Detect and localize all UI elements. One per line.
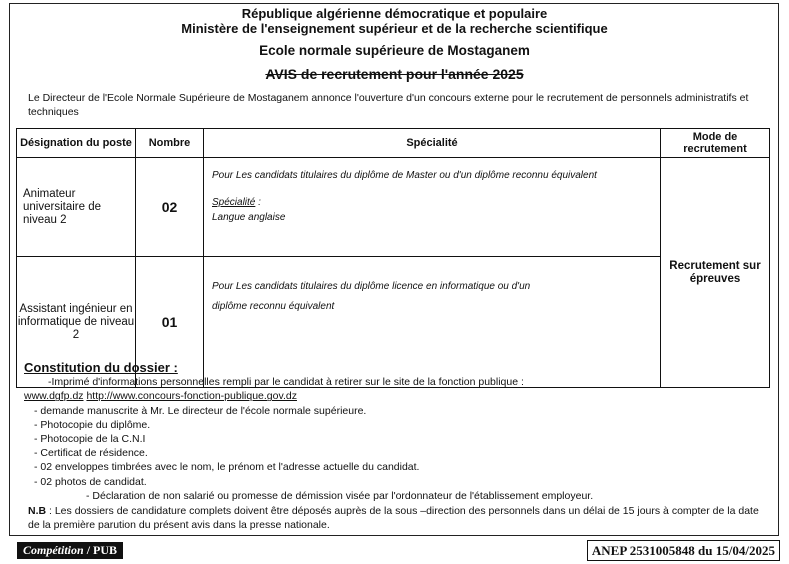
avis-title: AVIS de recrutement pour l'année 2025: [265, 66, 524, 82]
anep-reference: ANEP 2531005848 du 15/04/2025: [587, 540, 780, 561]
header-nombre: Nombre: [136, 129, 204, 158]
header-poste: Désignation du poste: [17, 129, 136, 158]
dossier-item: - Photocopie de la C.N.I: [34, 433, 146, 446]
mode-cell: Recrutement sur épreuves: [661, 158, 770, 388]
nombre-cell: 01: [136, 257, 204, 388]
concours-link[interactable]: http://www.concours-fonction-publique.gov.dz: [86, 390, 297, 403]
category-tag: [17, 542, 123, 559]
specialite-text-line2: diplôme reconnu équivalent: [212, 301, 335, 312]
specialite-text: Pour Les candidats titulaires du diplôme de Master ou d'un diplôme reconnu équivalent: [212, 170, 597, 181]
republic-line: République algérienne démocratique et populaire: [241, 6, 548, 21]
dossier-item: -Imprimé d'informations personnelles rempli par le candidat à retirer sur le site de la fonction publique :: [48, 376, 524, 389]
header-mode: Mode de recrutement: [661, 129, 770, 158]
category-competition: Compétition: [23, 543, 84, 557]
ministry-line: Ministère de l'enseignement supérieur et de la recherche scientifique: [181, 21, 608, 36]
category-pub: / PUB: [83, 543, 118, 557]
dossier-links: [24, 389, 774, 403]
nb-note: [28, 504, 773, 532]
dgfp-link[interactable]: www.dgfp.dz: [24, 390, 84, 403]
nb-label: N.B: [28, 505, 47, 517]
dossier-item: - Photocopie du diplôme.: [34, 418, 151, 431]
header-specialite: Spécialité: [204, 129, 661, 158]
dossier-item: - Certificat de résidence.: [34, 447, 148, 460]
dossier-title: Constitution du dossier :: [24, 360, 178, 375]
dossier-item: - 02 photos de candidat.: [34, 475, 147, 488]
specialite-label-line: Spécialité :: [212, 197, 261, 208]
specialite-cell: [204, 158, 661, 257]
nb-text: : Les dossiers de candidature complets doivent être déposés auprès de la sous –direction des personnels dans un délai de 15 jours à compter de la date de la première parution du présent avis dans la presse nationale.: [28, 505, 759, 531]
table-header-row: [17, 129, 770, 158]
poste-cell: Animateur universitaire de niveau 2: [17, 158, 136, 257]
intro-paragraph: Le Directeur de l'Ecole Normale Supérieure de Mostaganem annonce l'ouverture d'un concours externe pour le recrutement de personnels administratifs et techniques: [28, 92, 749, 118]
specialite-text-line1: Pour Les candidats titulaires du diplôme licence en informatique ou d'un: [212, 281, 531, 292]
positions-table: [16, 128, 770, 388]
table-row: [17, 158, 770, 257]
dossier-item: - demande manuscrite à Mr. Le directeur de l'école normale supérieure.: [34, 404, 367, 417]
dossier-item: - Déclaration de non salarié ou promesse de démission visée par l'ordonnateur de l'établissement employeur.: [86, 489, 594, 502]
poste-cell: Assistant ingénieur en informatique de niveau 2: [17, 257, 136, 388]
nombre-cell: 02: [136, 158, 204, 257]
dossier-item: - 02 enveloppes timbrées avec le nom, le prénom et l'adresse actuelle du candidat.: [34, 461, 420, 474]
school-name: Ecole normale supérieure de Mostaganem: [259, 43, 530, 58]
specialite-label: Spécialité: [212, 197, 256, 208]
specialite-value: Langue anglaise: [212, 212, 286, 223]
dossier-section: [24, 361, 774, 503]
